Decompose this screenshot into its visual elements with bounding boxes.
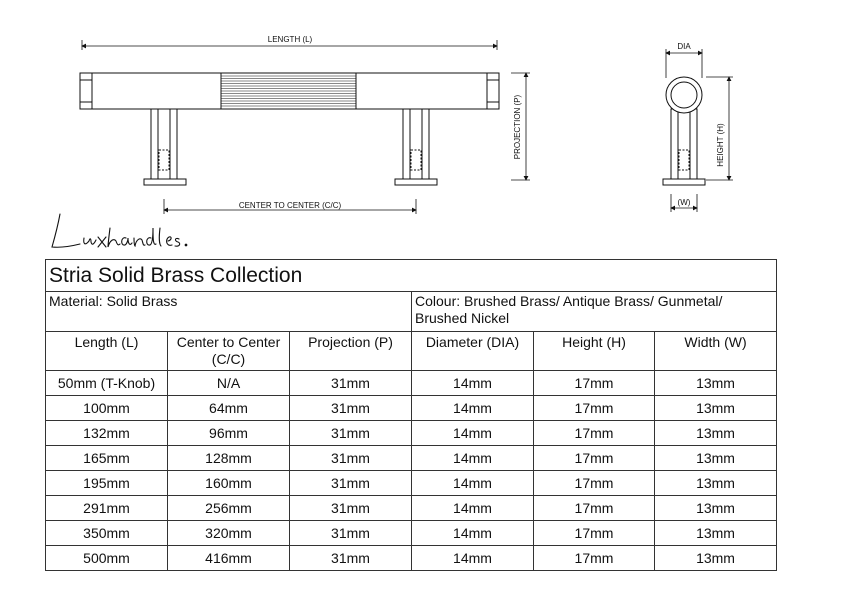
cell-length: 500mm (46, 546, 168, 571)
cell-diameter: 14mm (412, 521, 534, 546)
cell-length: 132mm (46, 421, 168, 446)
cell-height: 17mm (534, 396, 655, 421)
cell-diameter: 14mm (412, 371, 534, 396)
table-row (46, 396, 777, 421)
table-row (46, 371, 777, 396)
cell-width: 13mm (655, 371, 777, 396)
cell-length: 350mm (46, 521, 168, 546)
cell-center: 128mm (168, 446, 290, 471)
cell-length: 100mm (46, 396, 168, 421)
header-length: Length (L) (46, 332, 168, 371)
technical-drawing (0, 0, 842, 258)
cell-center: 64mm (168, 396, 290, 421)
cell-projection: 31mm (290, 496, 412, 521)
cell-projection: 31mm (290, 521, 412, 546)
table-row (46, 496, 777, 521)
colour-cell: Colour: Brushed Brass/ Antique Brass/ Gunmetal/ Brushed Nickel (412, 292, 777, 332)
cell-length: 165mm (46, 446, 168, 471)
cell-projection: 31mm (290, 446, 412, 471)
cell-diameter: 14mm (412, 396, 534, 421)
cell-center: 256mm (168, 496, 290, 521)
collection-title: Stria Solid Brass Collection (46, 260, 777, 292)
cell-height: 17mm (534, 446, 655, 471)
cell-width: 13mm (655, 471, 777, 496)
header-width: Width (W) (655, 332, 777, 371)
spec-table (45, 259, 777, 571)
table-row (46, 421, 777, 446)
table-row (46, 471, 777, 496)
cell-width: 13mm (655, 446, 777, 471)
cell-projection: 31mm (290, 396, 412, 421)
center-label: CENTER TO CENTER (C/C) (238, 201, 342, 210)
luxhandles-signature (52, 214, 187, 247)
cell-height: 17mm (534, 421, 655, 446)
cell-projection: 31mm (290, 471, 412, 496)
cell-center: 96mm (168, 421, 290, 446)
cell-height: 17mm (534, 521, 655, 546)
length-label: LENGTH (L) (267, 35, 313, 44)
cell-length: 291mm (46, 496, 168, 521)
header-center: Center to Center (C/C) (168, 332, 290, 371)
cell-length: 50mm (T-Knob) (46, 371, 168, 396)
header-height: Height (H) (534, 332, 655, 371)
cell-width: 13mm (655, 521, 777, 546)
cell-height: 17mm (534, 471, 655, 496)
cell-diameter: 14mm (412, 496, 534, 521)
cell-diameter: 14mm (412, 421, 534, 446)
cell-height: 17mm (534, 496, 655, 521)
right-post (395, 109, 437, 185)
cell-width: 13mm (655, 496, 777, 521)
header-diameter: Diameter (DIA) (412, 332, 534, 371)
projection-label: PROJECTION (P) (513, 94, 522, 160)
cell-width: 13mm (655, 546, 777, 571)
cell-center: 416mm (168, 546, 290, 571)
cell-width: 13mm (655, 421, 777, 446)
cell-projection: 31mm (290, 546, 412, 571)
header-projection: Projection (P) (290, 332, 412, 371)
handle-side-view (663, 77, 705, 185)
cell-length: 195mm (46, 471, 168, 496)
cell-projection: 31mm (290, 421, 412, 446)
table-row (46, 546, 777, 571)
cell-center: N/A (168, 371, 290, 396)
cell-diameter: 14mm (412, 546, 534, 571)
cell-height: 17mm (534, 546, 655, 571)
cell-projection: 31mm (290, 371, 412, 396)
cell-diameter: 14mm (412, 446, 534, 471)
cell-center: 160mm (168, 471, 290, 496)
cell-center: 320mm (168, 521, 290, 546)
material-cell: Material: Solid Brass (46, 292, 412, 332)
height-label: HEIGHT (H) (716, 123, 725, 167)
left-post (144, 109, 186, 185)
width-label: (W) (677, 198, 691, 207)
table-row (46, 521, 777, 546)
cell-height: 17mm (534, 371, 655, 396)
dia-label: DIA (677, 42, 691, 51)
spec-rows (46, 371, 777, 571)
cell-diameter: 14mm (412, 471, 534, 496)
table-row (46, 446, 777, 471)
cell-width: 13mm (655, 396, 777, 421)
dia-dimension (666, 49, 702, 78)
